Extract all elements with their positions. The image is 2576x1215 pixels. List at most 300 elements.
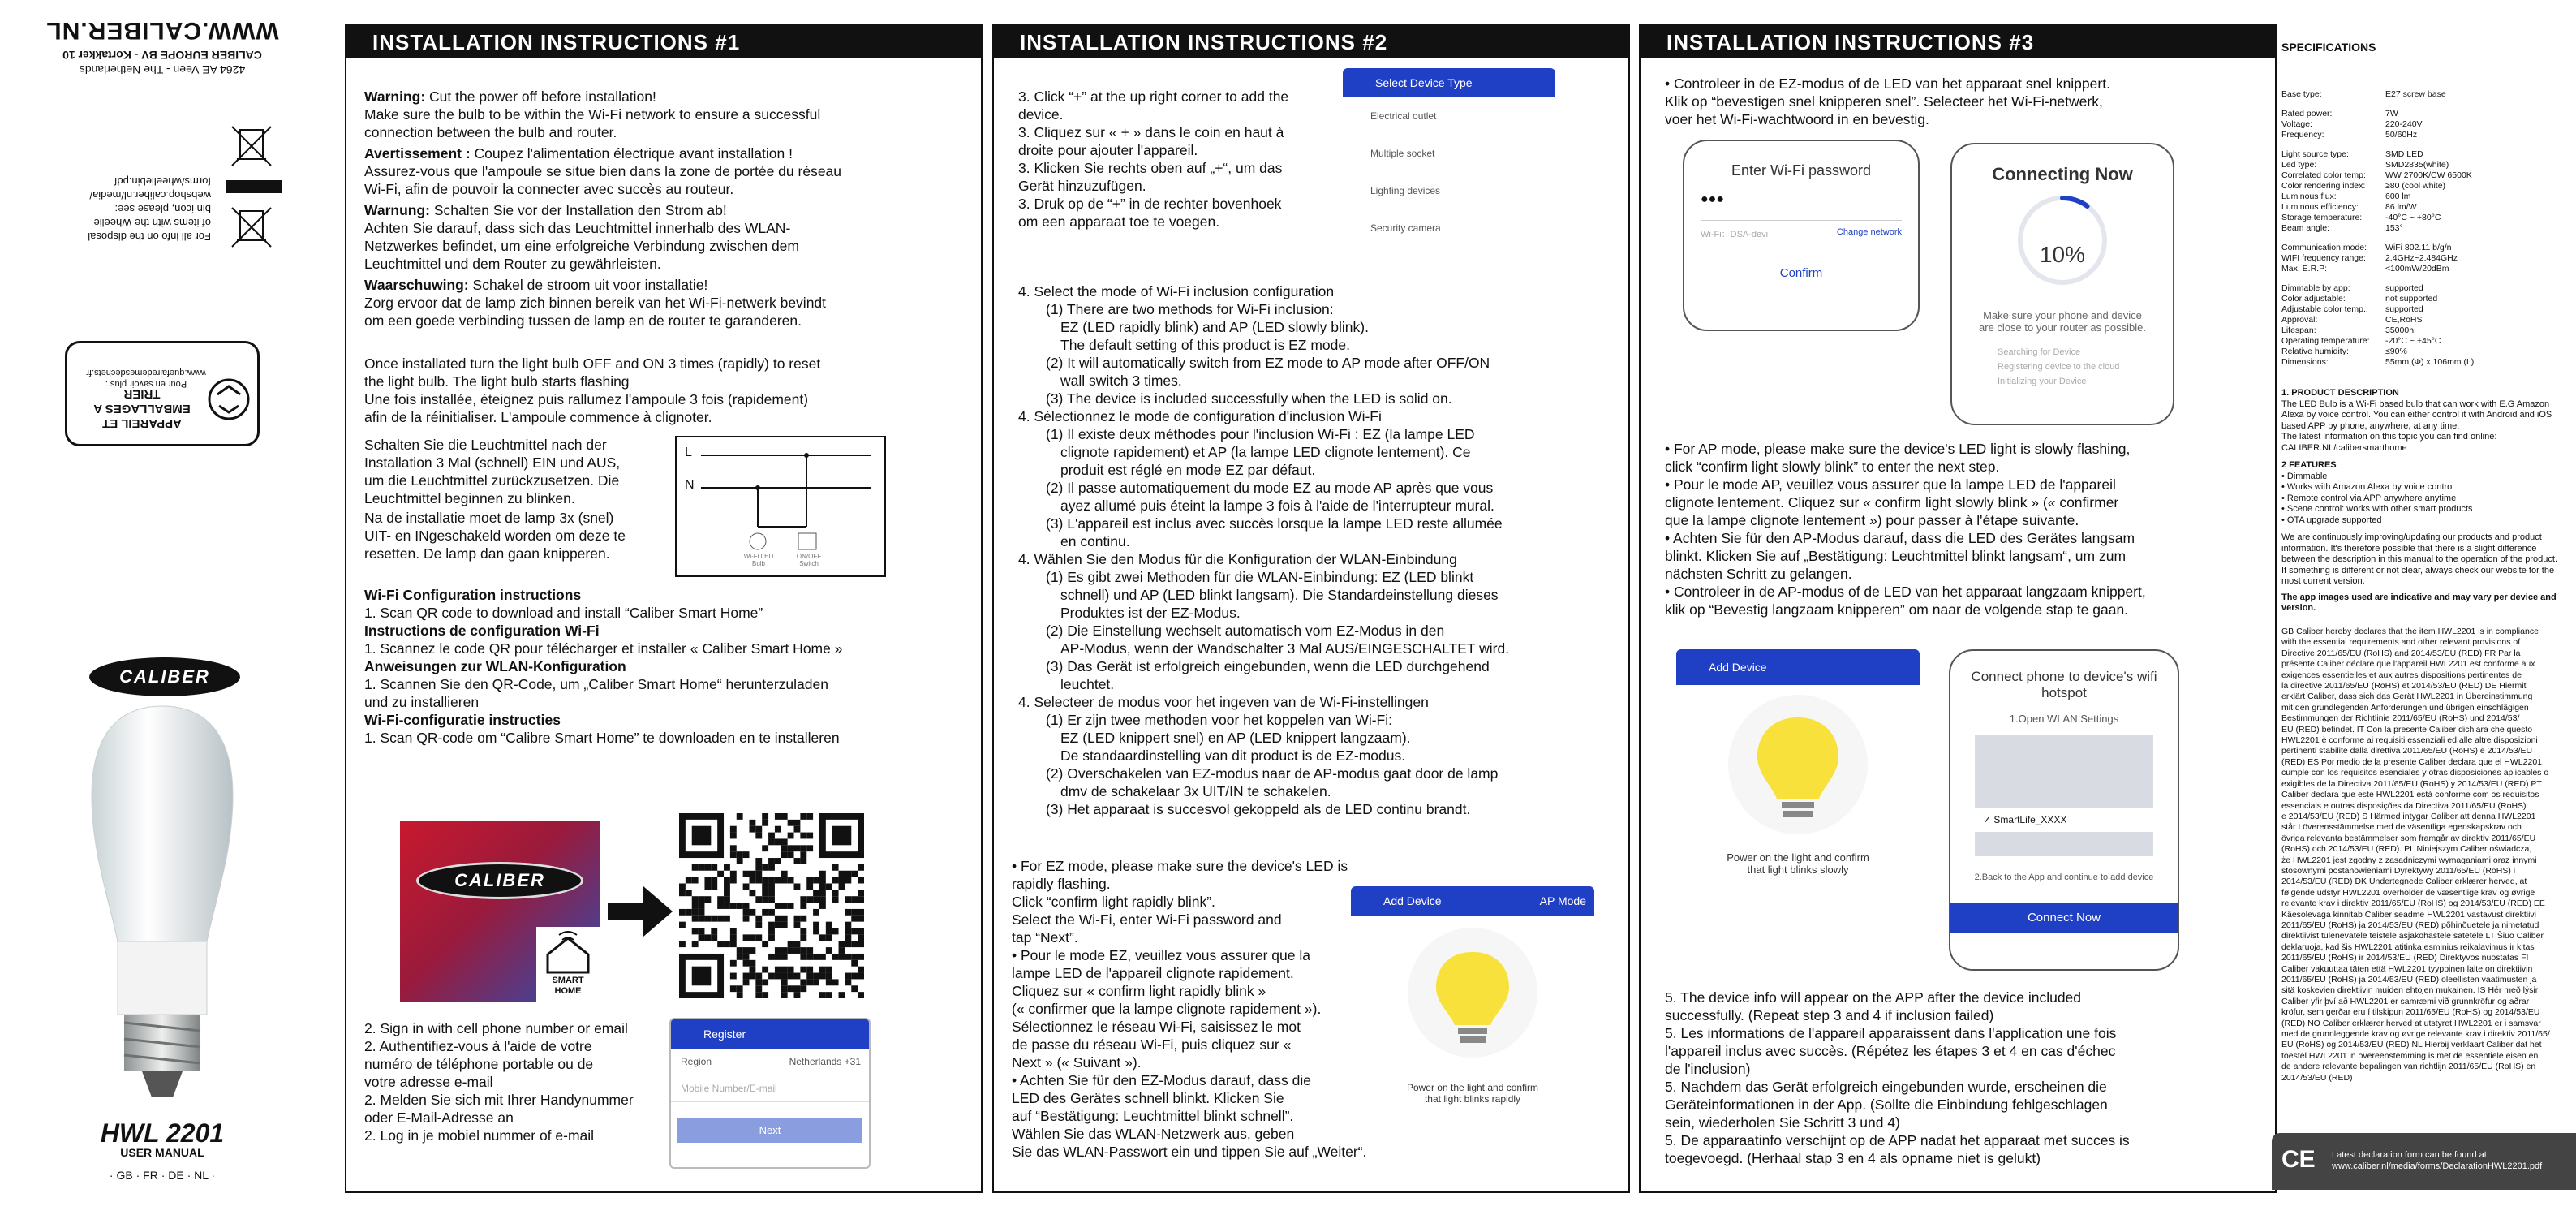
step5-line: de l'inclusion) xyxy=(1665,1061,1751,1077)
ez-mode-line: • For EZ mode, please make sure the device's LED is rapidly flashing. xyxy=(1012,858,1348,892)
step4-line: en continu. xyxy=(1060,533,1130,549)
lightbulb-icon xyxy=(1676,685,1920,847)
spec-key: Voltage: xyxy=(2281,119,2312,129)
ap-mode-line: • Controleer in de AP-modus of de LED van het apparaat langzaam knippert, xyxy=(1665,584,2146,600)
add-device-bar xyxy=(1351,886,1594,916)
ez-mode-line: Sie das WLAN-Passwort ein und tippen Sie auf „Weiter“. xyxy=(1012,1144,1367,1160)
spec-row xyxy=(2281,283,2574,294)
declaration-line: la directive 2011/65/EU (RoHS) et 2014/53/EU (RED) DE Hiermit xyxy=(2281,681,2527,692)
spec-key: Communication mode: xyxy=(2281,243,2367,252)
warning-line: connection between the bulb and router. xyxy=(364,124,617,140)
recycle-title xyxy=(81,386,203,430)
diagram-label-n: N xyxy=(685,478,695,492)
smart-home-label: SMART HOME xyxy=(552,976,584,996)
spec-heading: 1. PRODUCT DESCRIPTION xyxy=(2281,388,2399,398)
device-type-item[interactable]: Security camera xyxy=(1370,222,1441,234)
disposal-line: webshop.caliber.nl/media/ xyxy=(89,189,211,201)
warning-label: Warning: xyxy=(364,88,426,105)
step4-line: produit est réglé en mode EZ par défaut. xyxy=(1060,462,1316,478)
specs-table xyxy=(2281,89,2574,377)
declaration-line: sitä koskevien direktiivin muiden ehtojen mukainen. IS Hér með lýsir xyxy=(2281,985,2539,996)
feature-line: • Dimmable xyxy=(2281,471,2328,481)
spec-value: <100mW/20dBm xyxy=(2385,264,2449,274)
ez-mode-nl-block xyxy=(1665,75,2265,128)
warning-line: om een goede verbinding tussen de lamp en de router te garanderen. xyxy=(364,312,802,329)
step4-line: (1) Il existe deux méthodes pour l'inclusion Wi-Fi : EZ (la lampe LED xyxy=(1046,426,1475,442)
ap-caption-1: Power on the light and confirm xyxy=(1727,851,1869,864)
spec-value: SMD LED xyxy=(2385,149,2423,159)
add-device-ez-screen xyxy=(1351,886,1594,1130)
spec-value: WiFi 802.11 b/g/n xyxy=(2385,243,2452,252)
step4-line: 4. Selecteer de modus voor het ingeven van de Wi-Fi-instellingen xyxy=(1018,694,1429,710)
declaration-line: pertinenti stabilite dalla direttiva 2011/65/EU (RoHS) e 2014/53/EU xyxy=(2281,746,2533,756)
diagram-label-l: L xyxy=(685,446,692,459)
diagram-bulb-label: Wi-Fi LED Bulb xyxy=(743,553,774,567)
declaration-line: 2011/65/EU (RoHS) ir 2014/53/EU (RED) Direktyvos nuostatas FI xyxy=(2281,953,2529,963)
pdf-black-bar xyxy=(226,180,282,193)
indicative-line: The app images used are indicative and may vary per device and xyxy=(2281,592,2557,602)
hint-line-1: Make sure your phone and device xyxy=(1983,309,2142,321)
declaration-line: står I överensstämmelse med de väsentliga egenskapskrav och xyxy=(2281,822,2522,833)
step2-line: 2. Melden Sie sich mit Ihrer Handynummer xyxy=(364,1092,634,1108)
ez-caption-2: that light blinks rapidly xyxy=(1424,1093,1521,1105)
device-type-item[interactable]: Lighting devices xyxy=(1370,185,1441,196)
spec-key: Dimmable by app: xyxy=(2281,283,2350,293)
spec-key: Beam angle: xyxy=(2281,223,2329,233)
reset-line: the light bulb. The light bulb starts flashing xyxy=(364,373,630,390)
spec-row xyxy=(2281,109,2574,119)
company-address-line1: CALIBER EUROPE BV - Kortakker 10 xyxy=(62,49,262,62)
spec-value: 35000h xyxy=(2385,325,2415,335)
step4-line: 4. Select the mode of Wi-Fi inclusion configuration xyxy=(1018,283,1335,299)
spec-row xyxy=(2281,347,2574,357)
declaration-line: mit den grundlegenden Anforderungen und übrigen einschlägigen xyxy=(2281,702,2529,713)
spec-row xyxy=(2281,294,2574,304)
declaration-line: 2011/65/EU (RoHS) ja 2014/53/EU (RED) oleellisten vaatimusten ja xyxy=(2281,975,2537,984)
panel-title: INSTALLATION INSTRUCTIONS #1 xyxy=(346,26,981,58)
step4-line: schnell) und AP (LED blinkt langsam). Die Standardeinstellung dieses xyxy=(1060,587,1499,603)
spec-value: 50/60Hz xyxy=(2385,130,2418,140)
declaration-line: présente Caliber déclare que l'appareil HWL2201 est conforme aux xyxy=(2281,659,2535,670)
mobile-email-input[interactable]: Mobile Number/E-mail xyxy=(671,1075,869,1102)
ez-mode-line: LED des Gerätes schnell blinkt. Klicken Sie xyxy=(1012,1090,1284,1106)
device-type-item[interactable]: Electrical outlet xyxy=(1370,110,1437,122)
warning-line: Wi-Fi, afin de pouvoir la connecter avec succès au routeur. xyxy=(364,181,734,197)
warning-label: Warnung: xyxy=(364,202,430,218)
ap-mode-line: click “confirm light slowly blink” to enter the next step. xyxy=(1665,459,2000,475)
declaration-line: (RoHS) och 2014/53/EU (RED). PL Niniejszym Caliber oświadcza, xyxy=(2281,844,2532,855)
reset-de-line: Schalten Sie die Leuchtmittel nach der xyxy=(364,437,607,453)
spec-key: Dimensions: xyxy=(2281,357,2329,367)
config-line: 1. Scan QR code to download and install “Caliber Smart Home” xyxy=(364,605,763,621)
ap-caption-2: that light blinks slowly xyxy=(1747,864,1849,876)
step4-line: 4. Wählen Sie den Modus für die Konfiguration der WLAN-Einbindung xyxy=(1018,551,1457,567)
spec-value: 55mm (Φ) x 106mm (L) xyxy=(2385,357,2475,367)
intro-line: Klik op “bevestigen snel knipperen snel”. Selecteer het Wi-Fi-netwerk, xyxy=(1665,93,2103,110)
warnings-block xyxy=(364,88,965,333)
declaration-line: with the essential requirements and other relevant provisions of xyxy=(2281,637,2521,648)
spec-value: supported xyxy=(2385,283,2423,293)
company-address-line2: 4264 AE Veen - The Netherlands xyxy=(79,63,246,76)
spec-row xyxy=(2281,89,2574,100)
step4-line: (2) Il passe automatiquement du mode EZ au mode AP après que vous xyxy=(1046,480,1494,496)
spec-row xyxy=(2281,170,2574,181)
ez-mode-line: auf “Bestätigung: Leuchtmittel blinkt schnell”. xyxy=(1012,1108,1294,1124)
hotspot-ssid[interactable]: SmartLife_XXXX xyxy=(1993,814,2067,825)
spec-value: 86 lm/W xyxy=(2385,202,2417,212)
spec-key: Base type: xyxy=(2281,89,2322,99)
spec-row xyxy=(2281,181,2574,192)
spec-key: Correlated color temp: xyxy=(2281,170,2366,180)
spec-heading: 2 FEATURES xyxy=(2281,460,2337,470)
step3-line: 3. Klicken Sie rechts oben auf „+“, um das xyxy=(1018,160,1283,176)
ez-mode-line: lampe LED de l'appareil clignote rapidement. xyxy=(1012,965,1294,981)
declaration-line: 2011/65/EU (RoHS) ja 2014/53/EU (RED) põhinõuetele ja nimetatud xyxy=(2281,920,2539,930)
wifi-password-screen xyxy=(1683,140,1920,331)
register-title: Register xyxy=(671,1019,869,1049)
step5-line: Geräteinformationen in der App. (Sollte die Einbindung fehlgeschlagen xyxy=(1665,1097,2108,1113)
step4-line: (3) The device is included successfully when the LED is solid on. xyxy=(1046,390,1452,407)
step3-line: Gerät hinzuzufügen. xyxy=(1018,178,1146,194)
warning-label: Waarschuwing: xyxy=(364,277,469,293)
add-device-title: Add Device xyxy=(1383,894,1442,907)
step5-line: 5. De apparaatinfo verschijnt op de APP nadat het apparaat met succes is xyxy=(1665,1132,2130,1148)
reset-nl-line: resetten. De lamp dan gaan knipperen. xyxy=(364,545,610,562)
ap-mode-link[interactable]: AP Mode xyxy=(1539,894,1586,907)
warning-line: Warning: Cut the power off before installation! xyxy=(364,88,656,105)
step5-line: toegevoegd. (Herhaal stap 3 en 4 als opname niet is gelukt) xyxy=(1665,1150,2041,1166)
spec-key: Color adjustable: xyxy=(2281,294,2346,304)
hotspot-step1: 1.Open WLAN Settings xyxy=(2009,713,2119,725)
declaration-line: deklaruoja, kad šis HWL2201 atitinka esminius reikalavimus ir kitas xyxy=(2281,941,2535,952)
warning-line: Zorg ervoor dat de lamp zich binnen bereik van het Wi-Fi-netwerk bevindt xyxy=(364,295,827,311)
reset-line: Once installated turn the light bulb OFF and ON 3 times (rapidly) to reset xyxy=(364,355,821,372)
spec-row xyxy=(2281,149,2574,160)
spec-value: SMD2835(white) xyxy=(2385,160,2449,170)
declaration-line: de andere relevante bepalingen van richtlijn 2011/65/EU (RoHS) en xyxy=(2281,1062,2536,1072)
step2-line: 2. Log in je mobiel nummer of e-mail xyxy=(364,1127,595,1144)
diagram-switch-label: ON/OFF Switch xyxy=(796,553,822,567)
spec-row xyxy=(2281,160,2574,170)
reset-instructions-nl xyxy=(364,509,689,562)
reset-nl-line: Na de installatie moet de lamp 3x (snel) xyxy=(364,510,614,526)
desc-line: CALIBER.NL/calibersmarthome xyxy=(2281,442,2407,453)
model-number: HWL 2201 xyxy=(100,1118,225,1148)
note-line: between the description in this manual to the operation of the product. xyxy=(2281,554,2557,564)
feature-line: • Works with Amazon Alexa by voice control xyxy=(2281,482,2454,492)
feature-line: • Remote control via APP anywhere anytime xyxy=(2281,493,2457,503)
ap-mode-line: blinkt. Klicken Sie auf „Bestätigung: Leuchtmittel blinkt langsam“, um zum xyxy=(1665,548,2127,564)
step3-line: device. xyxy=(1018,106,1064,123)
step4-line: (3) L'appareil est inclus avec succès lorsque la lampe LED reste allumée xyxy=(1046,515,1503,532)
ez-mode-line: • Pour le mode EZ, veuillez vous assurer que la xyxy=(1012,947,1310,963)
ez-mode-line: Cliquez sur « confirm light rapidly blink » xyxy=(1012,983,1266,999)
feature-line: • Scene control: works with other smart products xyxy=(2281,504,2473,514)
region-value: Netherlands +31 xyxy=(789,1056,861,1067)
spec-key: Approval: xyxy=(2281,315,2318,325)
hotspot-title-2: hotspot xyxy=(2041,685,2087,700)
cover-strip xyxy=(0,0,325,1215)
wlan-settings-mock xyxy=(1975,735,2153,856)
feature-line: • OTA upgrade supported xyxy=(2281,515,2382,525)
spec-row xyxy=(2281,315,2574,325)
website-url: WWW.CALIBER.NL xyxy=(45,17,279,44)
ap-mode-line: • For AP mode, please make sure the device's LED light is slowly flashing, xyxy=(1665,441,2131,457)
next-button[interactable]: Next xyxy=(677,1118,862,1143)
step4-line: (1) Er zijn twee methoden voor het koppelen van Wi-Fi: xyxy=(1046,712,1392,728)
warning-line: Leuchtmittel und dem Router zu gewährleisten. xyxy=(364,256,661,272)
disposal-line: bin icon, please see: xyxy=(114,203,211,215)
reset-nl-line: UIT- en INgeschakeld worden om deze te xyxy=(364,528,626,544)
step5-line: l'appareil inclus avec succès. (Répétez les étapes 3 et 4 en cas d'échec xyxy=(1665,1043,2116,1059)
spec-key: Adjustable color temp.: xyxy=(2281,304,2368,314)
declaration-line: övriga relevanta bestämmelser som framgår av direktiv 2011/65/EU xyxy=(2281,833,2536,843)
ce-text xyxy=(2332,1149,2575,1172)
step4-line: (1) There are two methods for Wi-Fi inclusion: xyxy=(1046,301,1334,317)
ez-mode-line: Next » (« Suivant »). xyxy=(1012,1054,1142,1071)
spec-value: supported xyxy=(2385,304,2423,314)
wiring-diagram xyxy=(675,436,886,577)
ez-mode-line: Wählen Sie das WLAN-Netzwerk aus, geben xyxy=(1012,1126,1295,1142)
spec-row xyxy=(2281,325,2574,336)
declaration-line: med de grunnleggende krav og øvrige relevante krav i direktiv 2011/65/ xyxy=(2281,1029,2550,1040)
hotspot-title-1: Connect phone to device's wifi xyxy=(1971,669,2157,684)
spec-value: 153° xyxy=(2385,223,2403,233)
spec-key: Color rendering index: xyxy=(2281,181,2366,191)
ssid-label: Wi-Fi：DSA-devi xyxy=(1701,230,1769,239)
warning-line: Netzwerkes befindet, um eine erfolgreiche Verbindung zwischen dem xyxy=(364,238,799,254)
warning-line: Avertissement : Coupez l'alimentation électrique avant installation ! xyxy=(364,145,793,162)
ez-mode-line: (« confirmer que la lampe clignote rapidement »). xyxy=(1012,1001,1322,1017)
note-line: If something is different or not clear, always check our website for the xyxy=(2281,565,2555,575)
disposal-line: of items with the Wheelie xyxy=(93,217,211,229)
step4-block xyxy=(1018,282,1619,818)
disposal-info-block xyxy=(32,114,292,260)
panel-title: INSTALLATION INSTRUCTIONS #3 xyxy=(1641,26,2275,58)
select-device-title: Select Device Type xyxy=(1343,68,1555,97)
declaration-line: (RED) NO Caliber erklærer herved at utstyret HWL2201 er i samsvar xyxy=(2281,1018,2541,1028)
rotated-contact-block xyxy=(0,0,325,106)
declaration-line: EU (RED) befindet. IT Con la presente Caliber dichiara che questo xyxy=(2281,724,2533,735)
spec-value: 600 lm xyxy=(2385,192,2411,201)
spec-value: not supported xyxy=(2385,294,2438,304)
ap-mode-line: • Pour le mode AP, veuillez vous assurer que la lampe LED de l'appareil xyxy=(1665,476,2116,493)
recycle-title-line: EMBALLAGES A TRIER xyxy=(93,387,191,416)
step4-line: EZ (LED rapidly blink) and AP (LED slowly blink). xyxy=(1060,319,1369,335)
warning-label: Avertissement : xyxy=(364,145,471,162)
step5-line: 5. Les informations de l'appareil apparaissent dans l'application une fois xyxy=(1665,1025,2117,1041)
declaration-line: cumple con los requisitos esenciales y otras disposiciones aplicables o xyxy=(2281,768,2549,778)
step4-line: EZ (LED knippert snel) en AP (LED knippert langzaam). xyxy=(1060,730,1411,746)
indicative-line: version. xyxy=(2281,603,2316,613)
ez-mode-line: Select the Wi-Fi, enter Wi-Fi password and xyxy=(1012,911,1282,928)
spec-key: Led type: xyxy=(2281,160,2317,170)
add-device-ap-screen xyxy=(1676,649,1920,885)
product-description xyxy=(2281,388,2574,614)
password-input[interactable]: ●●● xyxy=(1701,192,1902,221)
spec-row xyxy=(2281,202,2574,213)
step3-line: droite pour ajouter l'appareil. xyxy=(1018,142,1198,158)
declaration-of-conformity xyxy=(2281,627,2572,1084)
declaration-line: relevante krav i direktiv 2011/65/EU (RoHS) og 2014/53/EU (RED) EE xyxy=(2281,898,2545,909)
disposal-line: For all info on the disposal xyxy=(88,231,211,243)
wheelie-bin-icon xyxy=(227,203,276,252)
declaration-line: exigences essentielles et aux autres dispositions pertinentes de xyxy=(2281,670,2522,680)
warning-line: Make sure the bulb to be within the Wi-Fi network to ensure a successful xyxy=(364,106,821,123)
reset-de-line: um die Leuchtmittel zurückzusetzen. Die xyxy=(364,472,620,489)
region-row[interactable] xyxy=(671,1049,869,1075)
triman-icon xyxy=(206,377,252,422)
status-initializing: Initializing your Device xyxy=(1998,377,2087,386)
spec-value: ≥80 (cool white) xyxy=(2385,181,2446,191)
warning-line: Warnung: Schalten Sie vor der Installation den Strom ab! xyxy=(364,202,727,218)
declaration-line: kröfur, sem gerðar eru í tilskipun 2011/65/EU (RoHS) og 2014/53/EU xyxy=(2281,1007,2540,1018)
register-screen xyxy=(669,1018,871,1169)
step5-line: sein, wiederholen Sie Schritt 3 und 4) xyxy=(1665,1114,1900,1131)
desc-line: Alexa by voice control. You can either control it with Android and iOS xyxy=(2281,410,2552,420)
intro-line: • Controleer in de EZ-modus of de LED van het apparaat snel knippert. xyxy=(1665,75,2110,92)
step4-line: Produktes ist der EZ-Modus. xyxy=(1060,605,1241,621)
ap-mode-line: nächsten Schritt zu gelangen. xyxy=(1665,566,1852,582)
ap-mode-line: clignote lentement. Cliquez sur « confirm light slowly blink » (« confirmer xyxy=(1665,494,2119,511)
step4-line: (3) Das Gerät ist erfolgreich eingebunden, wenn die LED durchgehend xyxy=(1046,658,1490,674)
status-searching: Searching for Device xyxy=(1998,347,2081,357)
spec-row xyxy=(2281,192,2574,202)
spec-value: -20°C ~ +45°C xyxy=(2385,336,2441,346)
spec-value: WW 2700K/CW 6500K xyxy=(2385,170,2472,180)
ce-text-line: Latest declaration form can be found at: xyxy=(2332,1150,2489,1160)
declaration-line: że HWL2201 jest zgodny z zasadniczymi wymaganiami oraz innymi xyxy=(2281,855,2537,865)
step4-line: dmv de schakelaar 3x UIT/IN te schakelen. xyxy=(1060,783,1331,799)
spec-value: E27 screw base xyxy=(2385,89,2446,99)
device-type-item[interactable]: Multiple socket xyxy=(1370,148,1435,159)
ez-mode-line: Click “confirm light rapidly blink”. xyxy=(1012,894,1215,910)
spec-key: Storage temperature: xyxy=(2281,213,2363,222)
recycle-small-line: www.quefairedemesdechets.fr xyxy=(86,368,206,377)
declaration-line: essenciais e outras disposições da Directiva 2011/65/EU (RoHS) xyxy=(2281,800,2527,811)
qr-code xyxy=(679,813,864,998)
step2-block xyxy=(364,1019,689,1144)
ez-mode-line: • Achten Sie für den EZ-Modus darauf, dass die xyxy=(1012,1072,1311,1088)
step5-line: 5. Nachdem das Gerät erfolgreich eingebunden wurde, erscheinen die xyxy=(1665,1079,2107,1095)
specifications-column xyxy=(2272,0,2576,1215)
select-device-screen xyxy=(1343,68,1555,287)
note-line: We are continuously improving/updating our products and product xyxy=(2281,532,2542,542)
reset-line: Une fois installée, éteignez puis rallumez l'ampoule 3 fois (rapidement) xyxy=(364,391,809,407)
step3-block xyxy=(1018,88,1343,231)
declaration-line: Bestimmungen der Richtlinie 2011/65/EU (RoHS) und 2014/53/ xyxy=(2281,713,2520,724)
note-line: most current version. xyxy=(2281,576,2365,586)
ap-mode-line: que la lampe clignote lentement ») pour passer à l'étape suivante. xyxy=(1665,512,2079,528)
spec-row xyxy=(2281,130,2574,140)
declaration-line: erklärt Caliber, dass sich das Gerät HWL2201 in Übereinstimmung xyxy=(2281,692,2533,702)
config-heading: Wi-Fi Configuration instructions xyxy=(364,587,582,603)
step4-line: leuchtet. xyxy=(1060,676,1115,692)
instructions-panel-2 xyxy=(992,24,1630,1193)
step5-line: successfully. (Repeat step 3 and 4 if inclusion failed) xyxy=(1665,1007,1994,1023)
confirm-button[interactable]: Confirm xyxy=(1779,266,1823,280)
config-heading: Instructions de configuration Wi-Fi xyxy=(364,623,600,639)
change-network-link[interactable]: Change network xyxy=(1836,227,1902,237)
step3-line: 3. Click “+” at the up right corner to add the xyxy=(1018,88,1289,105)
spec-key: Max. E.R.P: xyxy=(2281,264,2328,274)
disposal-text xyxy=(24,174,211,243)
spec-key: Rated power: xyxy=(2281,109,2333,118)
spec-key: Luminous flux: xyxy=(2281,192,2337,201)
desc-line: The LED Bulb is a Wi-Fi based bulb that can work with E.G Amazon xyxy=(2281,399,2550,409)
app-logo: CALIBER xyxy=(416,862,583,899)
step3-line: 3. Cliquez sur « + » dans le coin en haut à xyxy=(1018,124,1284,140)
step2-line: 2. Sign in with cell phone number or email xyxy=(364,1020,628,1036)
step4-line: 4. Sélectionnez le mode de configuration d'inclusion Wi-Fi xyxy=(1018,408,1382,424)
ez-caption-1: Power on the light and confirm xyxy=(1406,1082,1539,1093)
step4-line: The default setting of this product is EZ mode. xyxy=(1060,337,1350,353)
declaration-line: 2014/53/EU (RED) xyxy=(2281,1072,2353,1083)
spec-key: Frequency: xyxy=(2281,130,2324,140)
declaration-line: HWL2201 è conforme ai requisiti essenziali ed alle altre disposizioni xyxy=(2281,735,2538,746)
declaration-line: Caliber yfir því að HWL2201 er samræmi við grunnkröfur og aðrar xyxy=(2281,996,2530,1006)
specs-title: SPECIFICATIONS xyxy=(2281,41,2376,54)
recycle-small-text xyxy=(77,367,215,390)
step4-line: (1) Es gibt zwei Methoden für die WLAN-Einbindung: EZ (LED blinkt xyxy=(1046,569,1474,585)
instructions-panel-1 xyxy=(345,24,983,1193)
reset-instructions-de xyxy=(364,436,689,507)
user-manual-label: USER MANUAL xyxy=(120,1146,204,1159)
intro-line: voer het Wi-Fi-wachtwoord in en bevestig. xyxy=(1665,111,1929,127)
progress-percent: 10% xyxy=(2039,242,2086,267)
region-label: Region xyxy=(681,1056,712,1067)
spec-row xyxy=(2281,119,2574,130)
step4-line: De standaardinstelling van dit product is de EZ-modus. xyxy=(1060,748,1406,764)
spec-row xyxy=(2281,213,2574,223)
spec-value: CE,RoHS xyxy=(2385,315,2423,325)
wifi-config-block xyxy=(364,586,965,747)
spec-row xyxy=(2281,243,2574,253)
step4-line: wall switch 3 times. xyxy=(1060,373,1182,389)
ez-mode-block xyxy=(1012,857,1369,1161)
config-heading: Anweisungen zur WLAN-Konfiguration xyxy=(364,658,626,674)
declaration-line: GB Caliber hereby declares that the item HWL2201 is in compliance xyxy=(2281,627,2539,636)
ez-mode-line: tap “Next”. xyxy=(1012,929,1078,946)
hotspot-step2: 2.Back to the App and continue to add device xyxy=(1974,872,2154,882)
spec-value: 2.4GHz~2.484GHz xyxy=(2385,253,2458,263)
declaration-line: direktiivist tulenevatele teistele asjakohastele sätetele LT Šiuo Caliber xyxy=(2281,931,2544,941)
step4-line: (2) Die Einstellung wechselt automatisch vom EZ-Modus in den xyxy=(1046,623,1445,639)
caliber-logo: CALIBER xyxy=(89,657,240,696)
declaration-line: følgende udstyr HWL2201 overholder de væsentlige krav og øvrige xyxy=(2281,887,2535,898)
connecting-screen xyxy=(1950,143,2174,425)
ce-text-line: www.caliber.nl/media/forms/DeclarationHWL2201.pdf xyxy=(2332,1161,2543,1171)
step4-line: clignote rapidement) et AP (la lampe LED clignote lentement). Ce xyxy=(1060,444,1471,460)
warning-line: Assurez-vous que l'ampoule se situe bien dans la zone de portée du réseau xyxy=(364,163,842,179)
spec-value: 7W xyxy=(2385,109,2398,118)
spec-value: 220-240V xyxy=(2385,119,2423,129)
step5-block xyxy=(1665,989,2265,1167)
declaration-line: Directive 2011/65/EU (RoHS) and 2014/53/EU (RED) FR Par la xyxy=(2281,648,2521,658)
ap-mode-line: • Achten Sie für den AP-Modus darauf, dass die LED des Gerätes langsam xyxy=(1665,530,2135,546)
caliber-app-icon xyxy=(400,821,600,1002)
panel-title: INSTALLATION INSTRUCTIONS #2 xyxy=(994,26,1628,58)
add-device-title: Add Device xyxy=(1676,649,1920,685)
house-wifi-icon xyxy=(536,927,600,976)
step4-line: AP-Modus, wenn der Wandschalter 3 Mal AUS/EINGESCHALTET wird. xyxy=(1060,640,1510,657)
config-line: 1. Scan QR-code om “Calibre Smart Home” te downloaden en te installeren xyxy=(364,730,840,746)
connect-now-button[interactable]: Connect Now xyxy=(1950,903,2178,933)
reset-line: afin de la réinitialiser. L'ampoule commence à clignoter. xyxy=(364,409,712,425)
step3-line: 3. Druk op de “+” in de rechter bovenhoek xyxy=(1018,196,1282,212)
step2-line: oder E-Mail-Adresse an xyxy=(364,1109,514,1126)
spec-value: ≤90% xyxy=(2385,347,2407,356)
